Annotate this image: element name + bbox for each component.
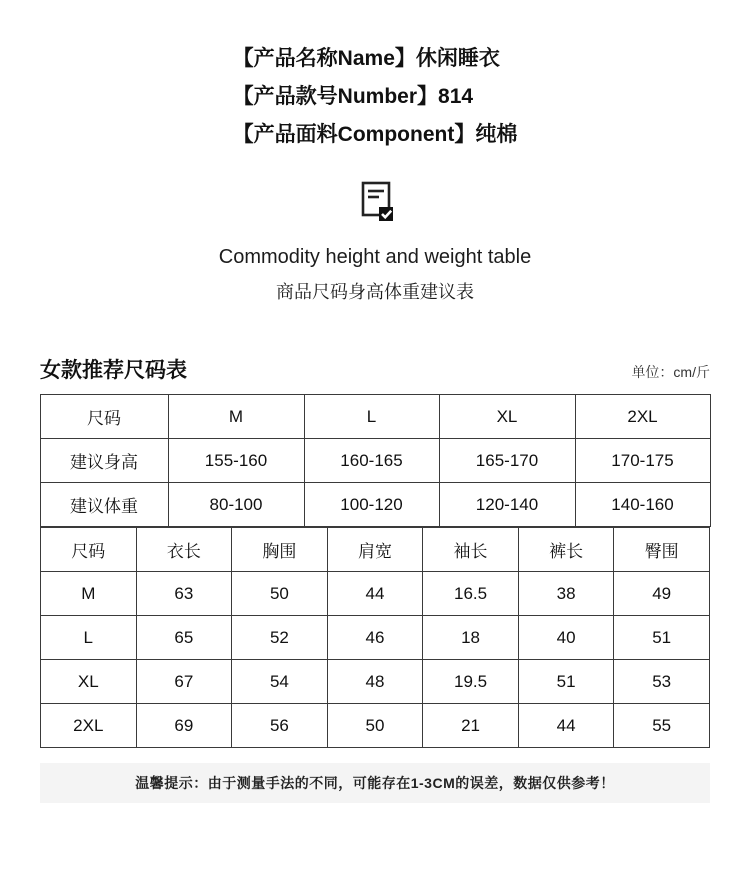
- table-cell: 38: [518, 572, 614, 616]
- table-header-cell: 肩宽: [327, 528, 423, 572]
- table-cell: 16.5: [423, 572, 519, 616]
- table-cell: 21: [423, 704, 519, 748]
- section-header: [40, 354, 710, 384]
- table-row: [41, 528, 710, 572]
- table-cell: 100-120: [304, 483, 439, 527]
- table-cell: 2XL: [41, 704, 137, 748]
- table-cell: 19.5: [423, 660, 519, 704]
- table-cell: 48: [327, 660, 423, 704]
- table-row: [41, 660, 710, 704]
- table-cell: 63: [136, 572, 232, 616]
- table-header-cell: XL: [439, 395, 575, 439]
- table-header-cell: 胸围: [232, 528, 328, 572]
- table-cell: 69: [136, 704, 232, 748]
- table-cell: 49: [614, 572, 710, 616]
- table-header-cell: M: [168, 395, 304, 439]
- table-header-cell: 裤长: [518, 528, 614, 572]
- table-cell: 160-165: [304, 439, 439, 483]
- table-cell: 52: [232, 616, 328, 660]
- table-row: [40, 483, 710, 527]
- table-row: [41, 704, 710, 748]
- table-cell: 44: [327, 572, 423, 616]
- table-cell: 51: [518, 660, 614, 704]
- table-heading-cn: 商品尺码身高体重建议表: [276, 282, 474, 302]
- table-heading-en: Commodity height and weight table: [218, 246, 532, 268]
- table-cell: 50: [232, 572, 328, 616]
- table-row: [40, 439, 710, 483]
- table-header-cell: 尺码: [41, 528, 137, 572]
- table-cell: 建议身高: [40, 439, 168, 483]
- table-cell: 170-175: [575, 439, 710, 483]
- table-header-cell: 2XL: [575, 395, 710, 439]
- section-title: 女款推荐尺码表: [40, 359, 187, 382]
- table-cell: 165-170: [439, 439, 575, 483]
- table-cell: 120-140: [439, 483, 575, 527]
- product-component-line: 【产品面料Component】纯棉: [232, 123, 518, 146]
- measurement-table: [40, 527, 710, 748]
- table-cell: 140-160: [575, 483, 710, 527]
- table-cell: 54: [232, 660, 328, 704]
- table-row: [40, 395, 710, 439]
- table-row: [41, 572, 710, 616]
- table-cell: 51: [614, 616, 710, 660]
- table-cell: XL: [41, 660, 137, 704]
- table-cell: 46: [327, 616, 423, 660]
- table-cell: 55: [614, 704, 710, 748]
- table-cell: 155-160: [168, 439, 304, 483]
- table-cell: 40: [518, 616, 614, 660]
- size-recommend-table: [40, 394, 711, 527]
- table-cell: 44: [518, 704, 614, 748]
- table-cell: 50: [327, 704, 423, 748]
- table-cell: 67: [136, 660, 232, 704]
- table-header-cell: 衣长: [136, 528, 232, 572]
- table-cell: 18: [423, 616, 519, 660]
- checklist-icon: [0, 176, 750, 230]
- table-cell: 建议体重: [40, 483, 168, 527]
- table-header-cell: 尺码: [40, 395, 168, 439]
- table-header-cell: L: [304, 395, 439, 439]
- table-cell: 80-100: [168, 483, 304, 527]
- unit-label: 单位：cm/斤: [631, 364, 710, 380]
- table-cell: M: [41, 572, 137, 616]
- notice-bar: [40, 763, 710, 803]
- table-header-cell: 袖长: [423, 528, 519, 572]
- table-cell: 56: [232, 704, 328, 748]
- table-cell: L: [41, 616, 137, 660]
- notice-text: 温馨提示：由于测量手法的不同，可能存在1-3CM的误差，数据仅供参考！: [135, 775, 615, 791]
- product-info-block: [0, 40, 750, 154]
- table-cell: 53: [614, 660, 710, 704]
- product-name-line: 【产品名称Name】休闲睡衣: [232, 47, 500, 70]
- table-row: [41, 616, 710, 660]
- product-number-line: 【产品款号Number】814: [232, 85, 474, 108]
- table-header-cell: 臀围: [614, 528, 710, 572]
- table-cell: 65: [136, 616, 232, 660]
